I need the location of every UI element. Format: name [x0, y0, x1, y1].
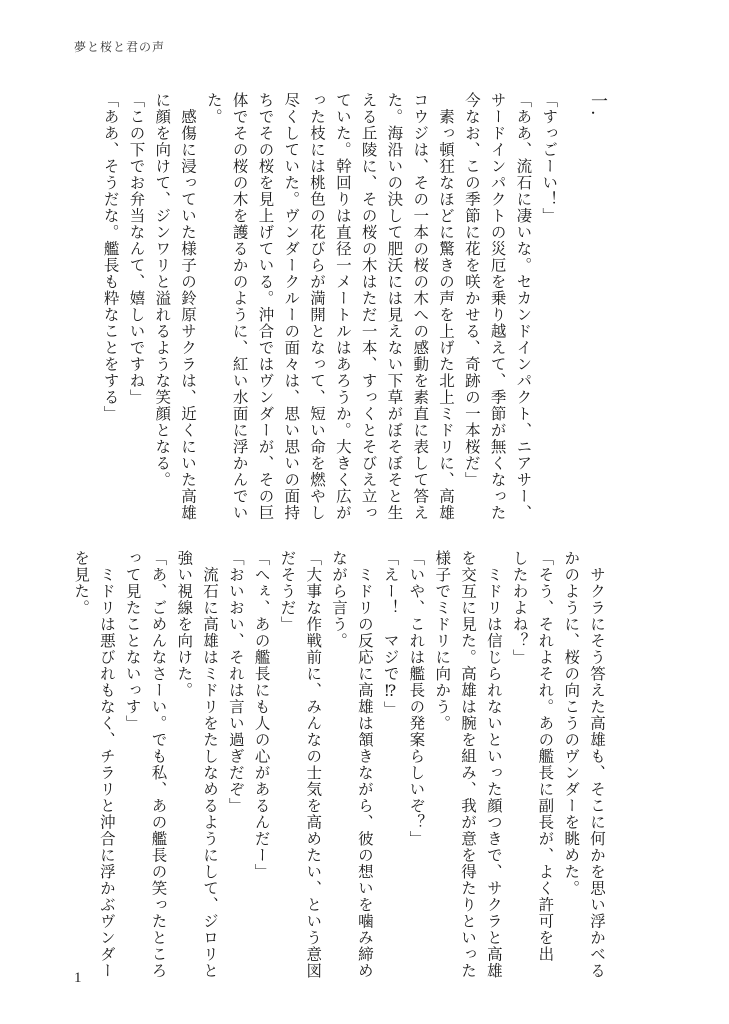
- lower-text-block: [69, 550, 609, 979]
- text-line: サードインパクトの災厄を乗り越えて、季節が無くなった: [488, 92, 507, 521]
- text-line: したわよね？」: [510, 550, 529, 666]
- text-line: を交互に見た。高雄は腕を組み、我が意を得たりといった: [459, 550, 478, 979]
- text-line: ていた。幹回りは直径一メートルはあろうか。大きく広が: [333, 92, 352, 521]
- text-line: 様子でミドリに向かう。: [433, 550, 452, 732]
- text-line: 「いや、これは艦長の発案らしいぞ？」: [407, 550, 426, 847]
- text-line: 「大事な作戦前に、みんなの士気を高めたい、という意図: [304, 550, 323, 979]
- text-line: 「ああ、流石に凄いな。セカンドインパクト、ニアサー、: [514, 92, 533, 521]
- text-line: 「おいおい、それは言い過ぎだぞ」: [226, 550, 245, 814]
- text-line: サクラにそう答えた高雄も、そこに何かを思い浮かべる: [588, 550, 606, 979]
- text-line: を見た。: [72, 550, 91, 616]
- text-line: かのように、桜の向こうのヴンダーを眺めた。: [562, 550, 581, 897]
- text-line: 素っ頓狂なほどに驚きの声を上げた北上ミドリに、高雄: [437, 92, 456, 521]
- text-line: に顔を向けて、ジンワリと溢れるような笑顔となる。: [153, 92, 172, 488]
- text-line: 「えー！ マジで⁉」: [381, 550, 400, 718]
- chapter-number: 一.: [587, 92, 607, 117]
- text-line: える丘陵に、その桜の木はただ一本、すっくとそびえ立っ: [359, 92, 378, 521]
- text-line: 「この下でお弁当なんて、嬉しいですね」: [127, 92, 146, 406]
- text-line: 強い視線を向けた。: [175, 550, 194, 699]
- text-line: 「ああ、そうだな。艦長も粋なことをする」: [101, 92, 120, 422]
- text-line: 感傷に浸っていた様子の鈴原サクラは、近くにいた高雄: [179, 92, 198, 521]
- text-line: た。: [204, 92, 223, 125]
- text-line: ミドリは悪びれもなく、チラリと沖合に浮かぶヴンダー: [97, 550, 116, 979]
- text-line: 「すっごーい！」: [540, 92, 559, 224]
- text-line: ミドリは信じられないといった顔つきで、サクラと高雄: [484, 550, 503, 979]
- running-title: 夢と桜と君の声: [74, 40, 166, 54]
- text-line: 体でその桜の木を護るかのように、紅い水面に浮かんでい: [230, 92, 249, 521]
- text-line: コウジは、その一本の桜の木への感動を素直に表して答え: [411, 92, 430, 521]
- page-number: 1: [74, 970, 82, 986]
- text-line: 「あ、ごめんなさーい。でも私、あの艦長の笑ったところ: [149, 550, 168, 979]
- text-line: 「へぇ、あの艦長にも人の心があるんだー」: [252, 550, 271, 880]
- text-line: って見たことないっす」: [123, 550, 142, 732]
- text-line: だそうだ」: [278, 550, 297, 633]
- text-line: 「そう、それよそれ。あの艦長に副長が、よく許可を出: [536, 550, 555, 963]
- text-line: 今なお、この季節に花を咲かせる、奇跡の一本桜だ」: [462, 92, 481, 488]
- text-line: 尽くしていた。ヴンダークルーの面々は、思い思いの面持: [282, 92, 301, 521]
- text-line: た。海沿いの決して肥沃には見えない下草がぼそぼそと生: [385, 92, 404, 521]
- text-line: 流石に高雄はミドリをたしなめるようにして、ジロリと: [201, 550, 220, 979]
- text-line: ミドリの反応に高雄は頷きながら、彼の想いを噛み締め: [355, 550, 374, 979]
- text-line: ながら言う。: [330, 550, 349, 649]
- text-line: ちでその桜を見上げている。沖合ではヴンダーが、その巨: [256, 92, 275, 521]
- upper-text-block: [101, 92, 609, 522]
- text-line: った枝には桃色の花びらが満開となって、短い命を燃やし: [308, 92, 327, 521]
